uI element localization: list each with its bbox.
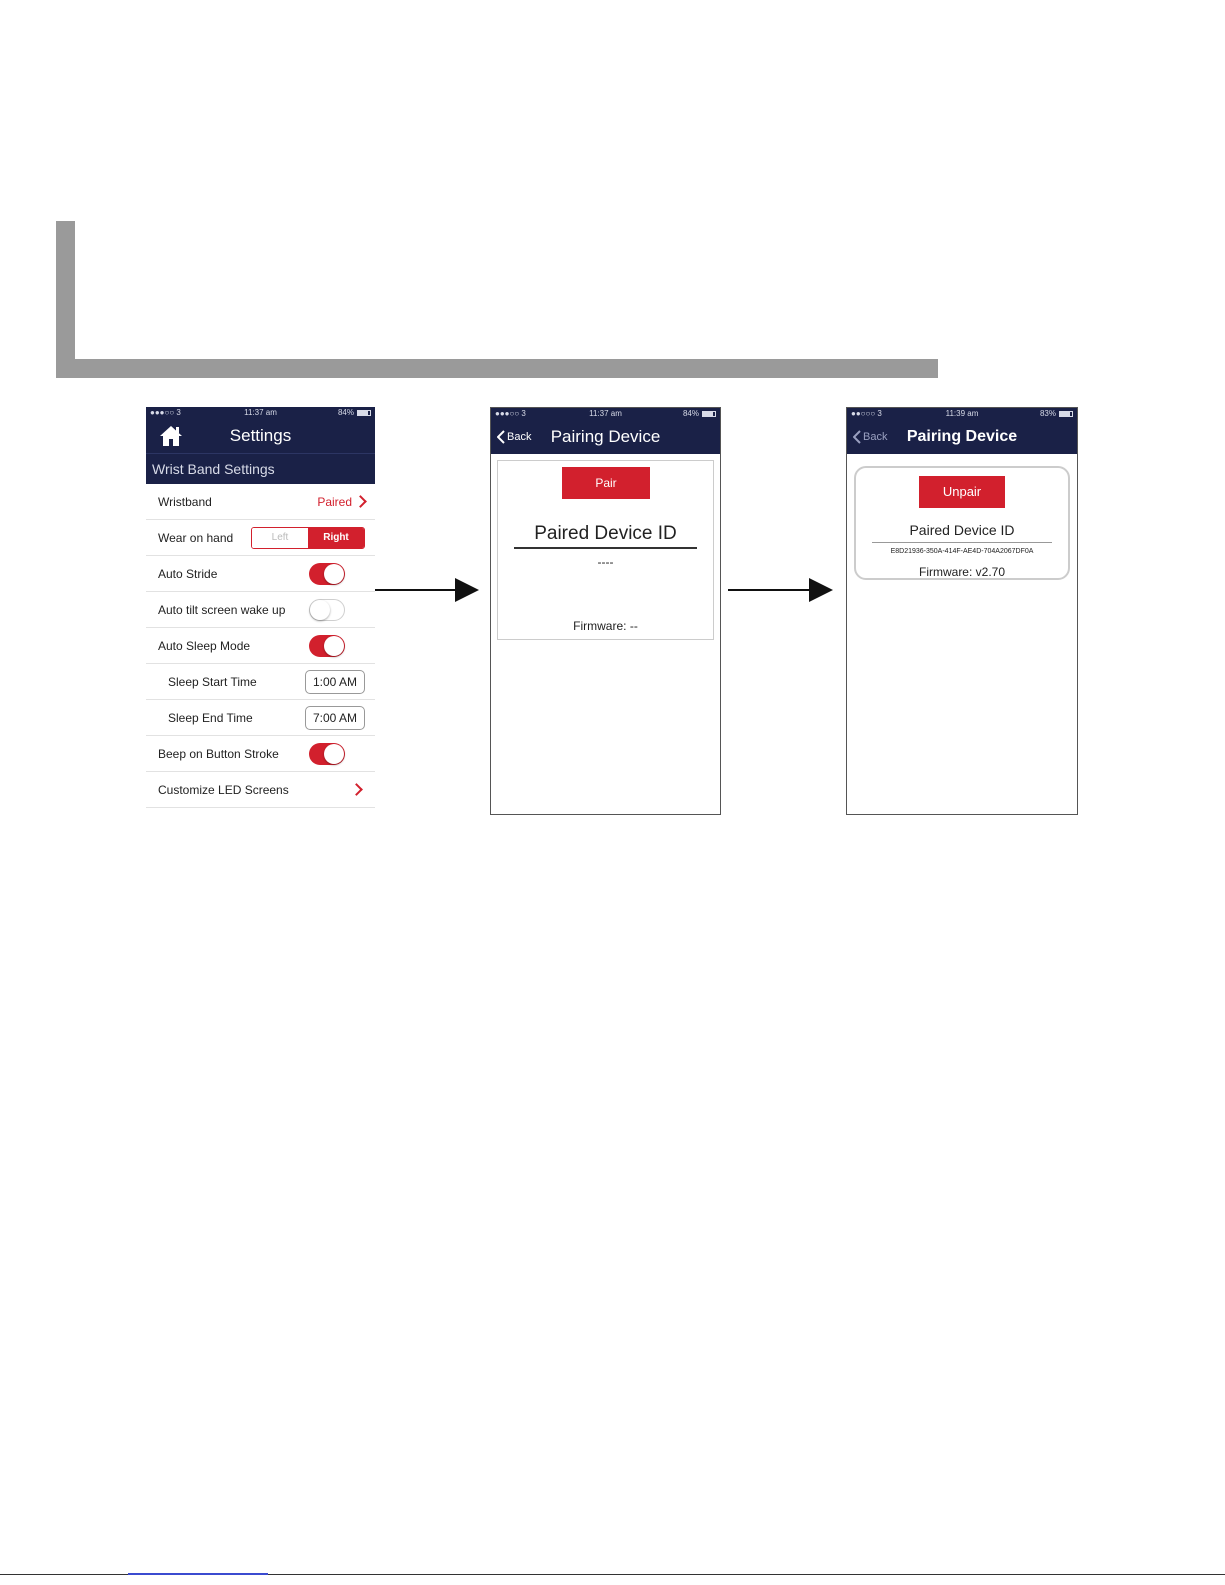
sleep-start-row <box>146 664 375 700</box>
device-id-value: ---- <box>597 555 614 569</box>
sleep-end-row <box>146 700 375 736</box>
pair-button[interactable]: Pair <box>562 467 650 499</box>
auto-tilt-label: Auto tilt screen wake up <box>158 602 286 617</box>
nav-bar <box>491 420 720 454</box>
page-title: Settings <box>229 426 292 445</box>
battery-percent: 84% <box>682 409 699 418</box>
pairing-card <box>497 460 714 640</box>
footer-link-underline <box>128 1573 268 1575</box>
firmware-value: Firmware: -- <box>573 619 638 633</box>
auto-stride-row <box>146 556 375 592</box>
beep-label: Beep on Button Stroke <box>158 746 279 761</box>
chevron-right-icon <box>354 495 367 508</box>
page-title: Pairing Device <box>550 427 661 446</box>
wear-on-hand-row <box>146 520 375 556</box>
battery-icon <box>702 411 716 417</box>
pairing-screen-unpaired <box>490 407 721 815</box>
status-bar <box>847 408 1077 420</box>
beep-toggle[interactable] <box>309 743 345 765</box>
paired-device-id-title: Paired Device ID <box>514 523 697 549</box>
wristband-row[interactable] <box>146 484 375 520</box>
battery-indicator <box>683 408 716 420</box>
pairing-screen-paired <box>846 407 1078 815</box>
device-id-value: E8D21936-350A-414F-AE4D-704A2067DF0A <box>890 548 1034 555</box>
signal-indicator: ●●●○○ 3 <box>150 408 181 417</box>
status-bar <box>146 407 375 419</box>
auto-sleep-row <box>146 628 375 664</box>
decorative-frame-vertical <box>56 221 75 378</box>
auto-stride-label: Auto Stride <box>158 566 218 581</box>
sleep-end-label: Sleep End Time <box>168 710 253 725</box>
paired-device-card <box>854 466 1070 580</box>
sleep-start-label: Sleep Start Time <box>168 674 257 689</box>
battery-percent: 83% <box>1039 409 1056 418</box>
wristband-status-link[interactable] <box>317 495 365 509</box>
nav-bar <box>146 419 375 453</box>
nav-bar <box>847 420 1077 454</box>
hand-segmented-control[interactable] <box>251 527 365 549</box>
right-segment[interactable]: Right <box>308 528 364 548</box>
decorative-frame-horizontal <box>56 359 938 378</box>
status-time: 11:37 am <box>244 408 277 417</box>
wear-on-hand-label: Wear on hand <box>158 530 234 545</box>
auto-tilt-toggle[interactable] <box>309 599 345 621</box>
battery-icon <box>1059 411 1073 417</box>
wristband-label: Wristband <box>158 494 212 509</box>
battery-icon <box>357 410 371 416</box>
battery-indicator <box>1040 408 1073 420</box>
customize-led-label: Customize LED Screens <box>158 782 289 797</box>
chevron-right-icon <box>350 783 363 796</box>
paired-status: Paired <box>317 494 352 509</box>
beep-row <box>146 736 375 772</box>
unpair-button[interactable]: Unpair <box>919 476 1005 508</box>
auto-sleep-label: Auto Sleep Mode <box>158 638 251 653</box>
left-segment[interactable]: Left <box>252 528 308 548</box>
arrow-right-icon <box>375 578 479 602</box>
paired-device-id-title: Paired Device ID <box>872 522 1052 543</box>
status-time: 11:37 am <box>589 409 622 418</box>
auto-tilt-row <box>146 592 375 628</box>
sleep-end-time-field[interactable]: 7:00 AM <box>305 706 365 730</box>
settings-screen <box>146 407 375 815</box>
arrow-right-icon <box>728 578 833 602</box>
auto-stride-toggle[interactable] <box>309 563 345 585</box>
signal-indicator: ●●●○○ 3 <box>495 409 526 418</box>
customize-led-row[interactable] <box>146 772 375 808</box>
battery-indicator <box>338 407 371 419</box>
battery-percent: 84% <box>337 408 354 417</box>
back-label: Back <box>507 431 532 443</box>
auto-sleep-toggle[interactable] <box>309 635 345 657</box>
status-time: 11:39 am <box>945 409 979 418</box>
signal-indicator: ●●○○○ 3 <box>851 409 882 418</box>
firmware-value: Firmware: v2.70 <box>918 565 1006 579</box>
page-title: Pairing Device <box>906 428 1018 445</box>
back-label: Back <box>863 431 888 443</box>
status-bar <box>491 408 720 420</box>
sleep-start-time-field[interactable]: 1:00 AM <box>305 670 365 694</box>
section-header: Wrist Band Settings <box>146 453 375 484</box>
